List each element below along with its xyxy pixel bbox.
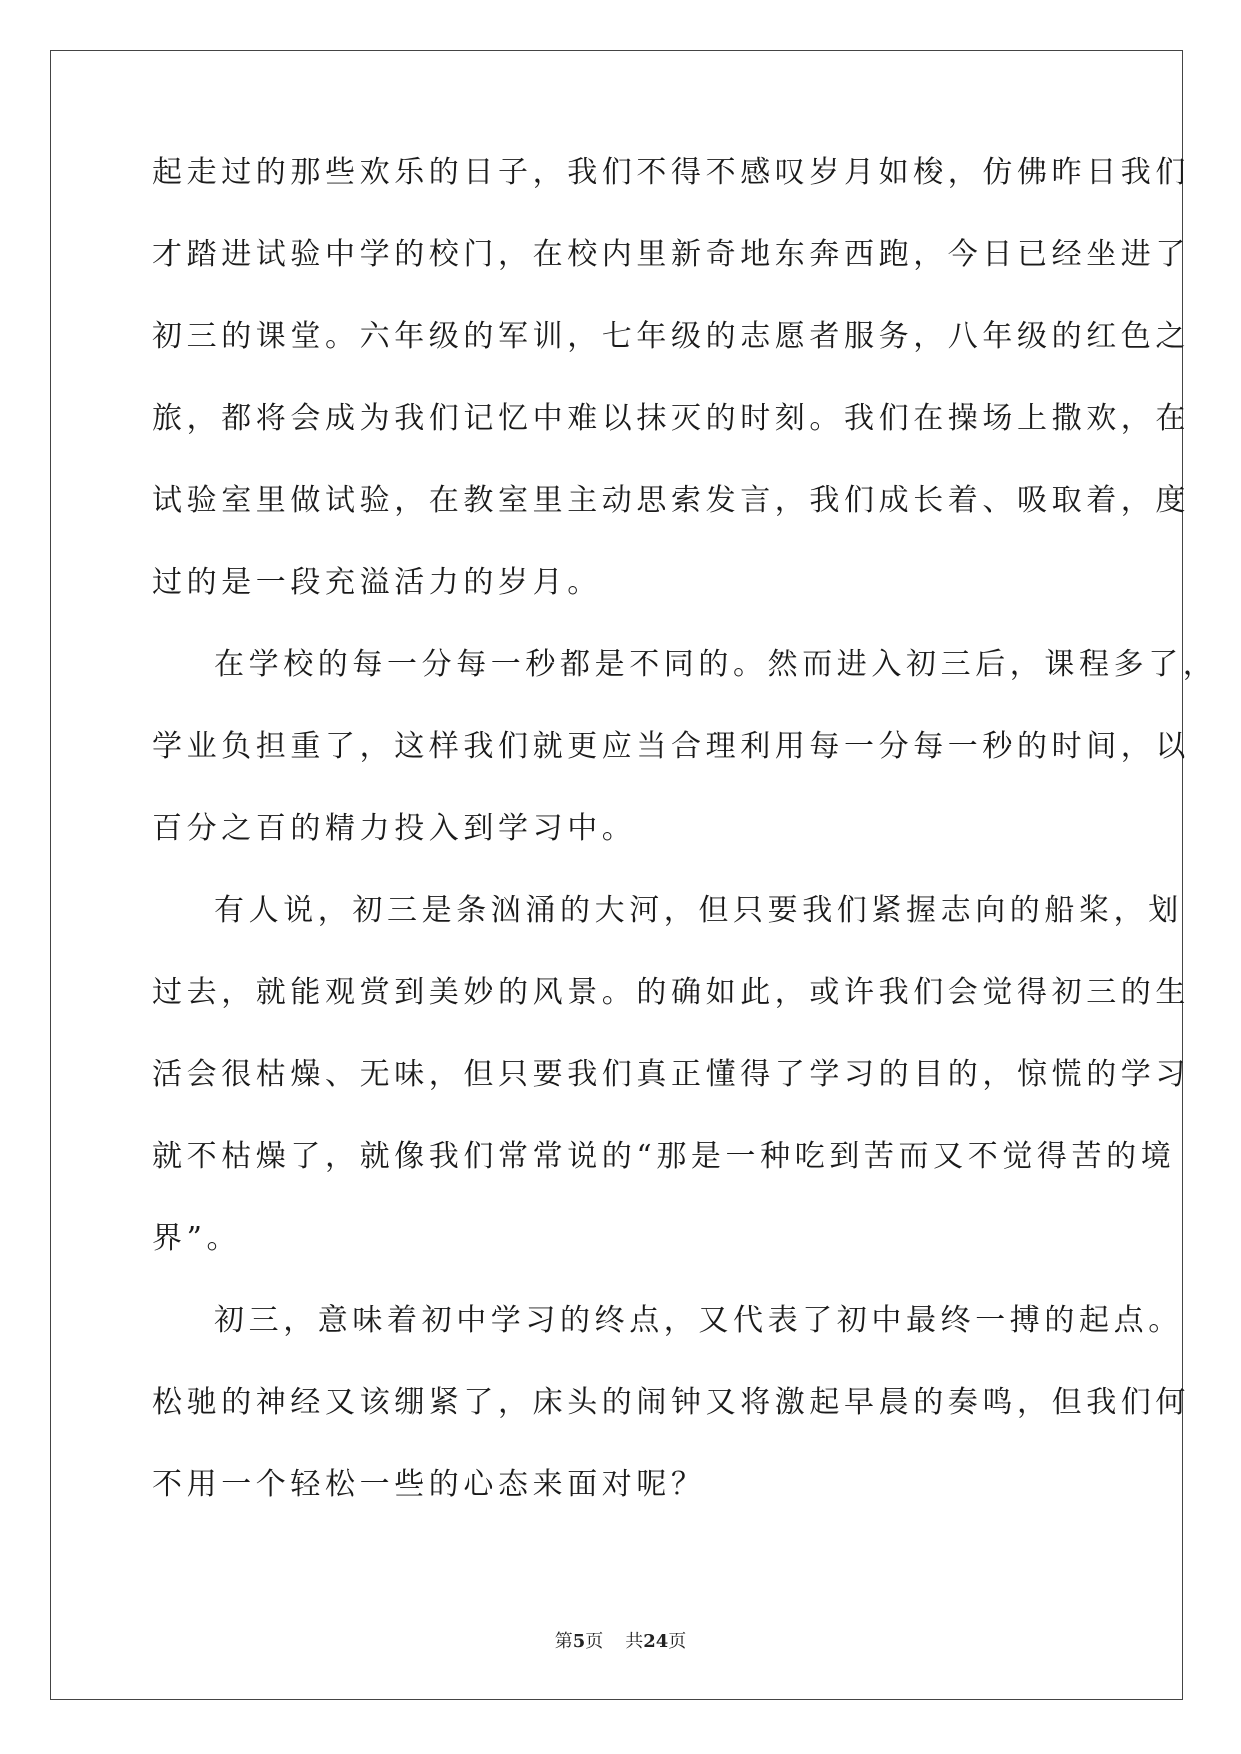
text-line: 才踏进试验中学的校门，在校内里新奇地东奔西跑，今日已经坐进了 — [152, 237, 1190, 272]
text-line: 在学校的每一分每一秒都是不同的。然而进入初三后，课程多了， — [214, 647, 1218, 682]
page-prefix: 第 — [554, 1631, 573, 1652]
text-line: 松驰的神经又该绷紧了，床头的闹钟又将激起早晨的奏鸣，但我们何 — [152, 1385, 1190, 1420]
total-prefix: 共 — [625, 1631, 644, 1652]
text-line: 初三的课堂。六年级的军训，七年级的志愿者服务，八年级的红色之 — [152, 319, 1190, 354]
text-line: 旅，都将会成为我们记忆中难以抹灭的时刻。我们在操场上撒欢，在 — [152, 401, 1190, 436]
text-line: 初三，意味着初中学习的终点，又代表了初中最终一搏的起点。 — [214, 1303, 1183, 1338]
text-line: 百分之百的精力投入到学习中。 — [152, 811, 637, 846]
text-line: 不用一个轻松一些的心态来面对呢？ — [152, 1467, 706, 1502]
page-suffix: 页 — [585, 1631, 604, 1652]
total-suffix: 页 — [668, 1631, 687, 1652]
text-line: 试验室里做试验，在教室里主动思索发言，我们成长着、吸取着，度 — [152, 483, 1190, 518]
page-number: 5 — [572, 1631, 586, 1652]
document-body — [152, 155, 1218, 1552]
text-line: 就不枯燥了，就像我们常常说的“那是一种吃到苦而又不觉得苦的境 — [152, 1139, 1176, 1174]
total-pages: 24 — [643, 1631, 669, 1652]
text-line: 起走过的那些欢乐的日子，我们不得不感叹岁月如梭，仿佛昨日我们 — [152, 155, 1190, 190]
text-line: 过去，就能观赏到美妙的风景。的确如此，或许我们会觉得初三的生 — [152, 975, 1190, 1010]
page-footer — [0, 1627, 1241, 1653]
text-line: 有人说，初三是条汹涌的大河，但只要我们紧握志向的船桨，划 — [214, 893, 1183, 928]
text-line: 界”。 — [152, 1221, 242, 1256]
text-line: 活会很枯燥、无味，但只要我们真正懂得了学习的目的，惊慌的学习 — [152, 1057, 1190, 1092]
text-line: 学业负担重了，这样我们就更应当合理利用每一分每一秒的时间，以 — [152, 729, 1190, 764]
text-line: 过的是一段充溢活力的岁月。 — [152, 565, 602, 600]
